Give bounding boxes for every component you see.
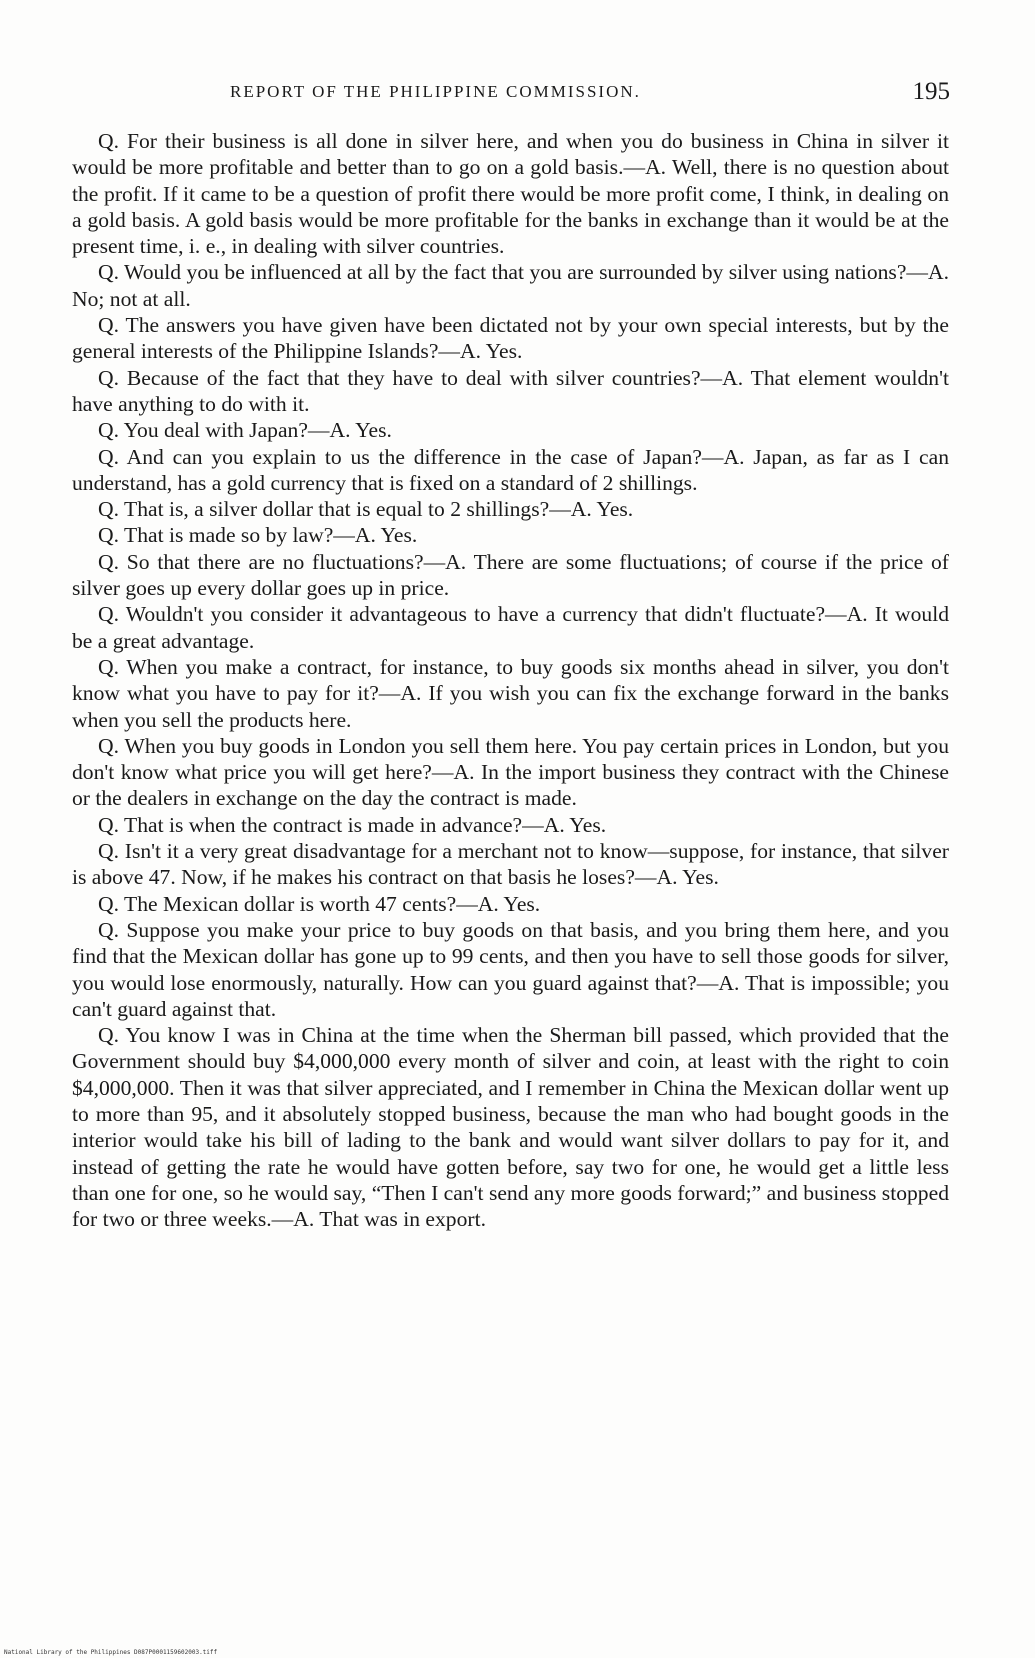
body-text <box>72 128 949 1232</box>
page-number: 195 <box>912 78 950 105</box>
paragraph-15: Q. The Mexican dollar is worth 47 cents?—A. Yes. <box>98 891 541 916</box>
paragraph-11: Q. When you make a contract, for instance, to buy goods six months ahead in silver, you don't know what you have to pay for it?—A. If you wish you can fix the exchange forward in the banks when you sell the products here. <box>72 654 949 732</box>
paragraph-10: Q. Wouldn't you consider it advantageous to have a currency that didn't fluctuate?—A. It would be a great advantage. <box>72 602 949 653</box>
paragraph-16: Q. Suppose you make your price to buy goods on that basis, and you bring them here, and you find that the Mexican dollar has gone up to 99 cents, and then you have to sell those goods for silver, you would lose enormously, naturally. How can you guard against that?—A. That is impossible; you can't guard against that. <box>72 917 949 1021</box>
paragraph-8: Q. That is made so by law?—A. Yes. <box>98 523 418 548</box>
paragraph-14: Q. Isn't it a very great disadvantage for a merchant not to know—suppose, for instance, that silver is above 47. Now, if he makes his contract on that basis he loses?—A. Yes. <box>72 839 949 890</box>
paragraph-2: Q. Would you be influenced at all by the fact that you are surrounded by silver using nations?—A. No; not at all. <box>72 260 949 311</box>
running-head <box>70 78 950 108</box>
paragraph-1: Q. For their business is all done in silver here, and when you do business in China in silver it would be more profitable and better than to go on a gold basis.—A. Well, there is no question about the profit. If it came to be a question of profit there would be more profit come, I think, in dealing on a gold basis. A gold basis would be more profitable for the banks in exchange than it would be at the present time, i. e., in dealing with silver countries. <box>72 129 949 259</box>
scan-footer-label: National Library of the Philippines D087P0001159602003.tiff <box>4 1649 218 1656</box>
paragraph-17: Q. You know I was in China at the time when the Sherman bill passed, which provided that the Government should buy $4,000,000 every month of silver and coin, at least with the right to coin $4,000,000. Then it was that silver appreciated, and I remember in China the Mexican dollar went up to more than 95, and it absolutely stopped business, because the man who had bought goods in the interior would take his bill of lading to the bank and would want silver dollars to pay for it, and instead of getting the rate he would have gotten before, say two for one, he would get a little less than one for one, so he would say, “Then I can't send any more goods forward;” and business stopped for two or three weeks.—A. That was in export. <box>72 1023 949 1232</box>
paragraph-9: Q. So that there are no fluctuations?—A. There are some fluctuations; of course if the price of silver goes up every dollar goes up in price. <box>72 549 949 601</box>
paragraph-6: Q. And can you explain to us the difference in the case of Japan?—A. Japan, as far as I can understand, has a gold currency that is fixed on a standard of 2 shillings. <box>72 444 949 495</box>
paragraph-4: Q. Because of the fact that they have to deal with silver countries?—A. That element wouldn't have anything to do with it. <box>72 365 949 416</box>
running-title: REPORT OF THE PHILIPPINE COMMISSION. <box>230 82 641 101</box>
paragraph-7: Q. That is, a silver dollar that is equal to 2 shillings?—A. Yes. <box>98 497 634 522</box>
paragraph-13: Q. That is when the contract is made in advance?—A. Yes. <box>98 812 607 837</box>
paragraph-3: Q. The answers you have given have been dictated not by your own special interests, but by the general interests of the Philippine Islands?—A. Yes. <box>72 313 949 364</box>
paragraph-12: Q. When you buy goods in London you sell them here. You pay certain prices in London, but you don't know what price you will get here?—A. In the import business they contract with the Chinese or the dealers in exchange on the day the contract is made. <box>72 733 949 811</box>
paragraph-5: Q. You deal with Japan?—A. Yes. <box>98 418 392 443</box>
